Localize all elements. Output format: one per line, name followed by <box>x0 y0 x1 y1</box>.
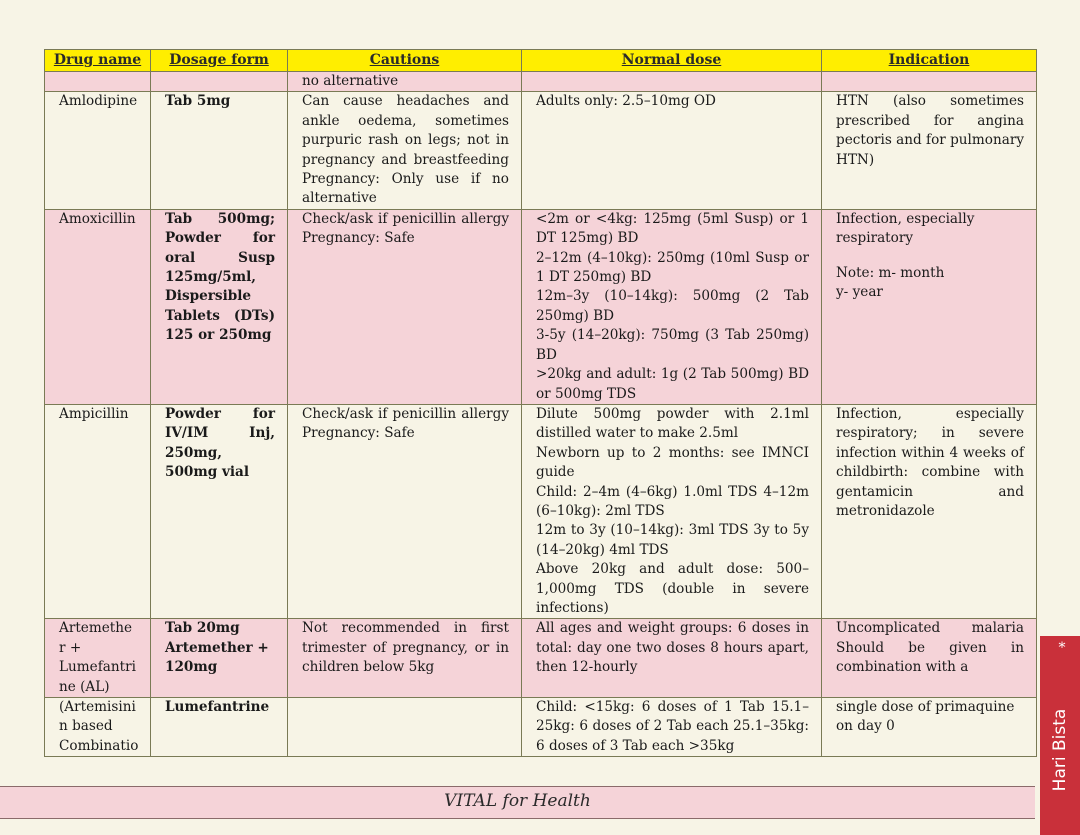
caution-text: Check/ask if penicillin allergy Pregnancy: Safe <box>302 405 509 442</box>
cell-form <box>151 698 288 757</box>
dosage-form-text: Tab 20mg Artemether + 120mg <box>165 620 269 676</box>
table-row <box>45 619 1037 698</box>
cell-cautions <box>288 209 522 404</box>
dose-line: 2–12m (4–10kg): 250mg (10ml Susp or 1 DT 250mg) BD <box>536 249 809 286</box>
col-header-cautions: Cautions <box>288 50 522 72</box>
table-row <box>45 72 1037 92</box>
cell-indication <box>822 619 1037 698</box>
dose-line: Dilute 500mg powder with 2.1ml distilled water to make 2.5ml <box>536 405 809 442</box>
dose-line: Newborn up to 2 months: see IMNCI guide <box>536 444 809 481</box>
col-header-drug-name: Drug name <box>45 50 151 72</box>
caution-text: Not recommended in first trimester of pregnancy, or in children below 5kg <box>302 620 509 676</box>
cell-cautions <box>288 698 522 757</box>
drug-name: Amlodipine <box>59 93 138 110</box>
cell-drug <box>45 698 151 757</box>
drug-name: Amoxicillin <box>59 210 136 227</box>
dosage-form-text: Lumefantrine <box>165 699 270 715</box>
cell-indication <box>822 92 1037 209</box>
cell-form <box>151 72 288 92</box>
drug-name: (Artemisini n based Combinatio <box>59 699 139 754</box>
cell-drug <box>45 209 151 404</box>
cell-form <box>151 92 288 209</box>
cell-cautions <box>288 619 522 698</box>
drug-name: Artemethe r + Lumefantri ne (AL) <box>59 620 136 695</box>
indication-text: Uncomplicated malaria Should be given in combination with a <box>836 620 1024 676</box>
footer-title: VITAL for Health <box>444 791 591 811</box>
dosage-form-text: Tab 5mg <box>165 93 231 110</box>
cell-indication <box>822 404 1037 618</box>
dose-line: <2m or <4kg: 125mg (5ml Susp) or 1 DT 125mg) BD <box>536 210 809 247</box>
dose-line: 12m to 3y (10–14kg): 3ml TDS 3y to 5y (14–20kg) 4ml TDS <box>536 522 809 558</box>
cell-cautions <box>288 72 522 92</box>
dose-line: Child: 2–4m (4–6kg) 1.0ml TDS 4–12m (6–10kg): 2ml TDS <box>536 483 809 519</box>
drug-table <box>44 49 1037 757</box>
col-header-normal-dose: Normal dose <box>522 50 822 72</box>
indication-text: single dose of primaquine on day 0 <box>836 699 1015 735</box>
author-name: Hari Bista <box>1050 708 1070 792</box>
dose-text: Child: <15kg: 6 doses of 1 Tab 15.1–25kg: 6 doses of 2 Tab each 25.1–35kg: 6 doses of 3 Tab each >35kg <box>536 699 809 754</box>
dose-line: 12m–3y (10–14kg): 500mg (2 Tab 250mg) BD <box>536 288 809 324</box>
cell-dose <box>522 404 822 618</box>
cell-form <box>151 619 288 698</box>
dosage-form-text: Powder for IV/IM Inj, 250mg, 500mg vial <box>165 405 275 481</box>
cell-dose <box>522 209 822 404</box>
col-header-indication: Indication <box>822 50 1037 72</box>
cell-indication <box>822 209 1037 404</box>
table-header-row <box>45 50 1037 72</box>
indication-text: Infection, especially respiratory <box>836 210 975 247</box>
caution-text: Check/ask if penicillin allergy Pregnancy: Safe <box>302 210 509 247</box>
drug-name: Ampicillin <box>59 405 129 422</box>
cell-cautions <box>288 92 522 209</box>
cell-form <box>151 209 288 404</box>
table-row <box>45 698 1037 757</box>
dose-text: Adults only: 2.5–10mg OD <box>536 93 716 110</box>
cell-drug <box>45 404 151 618</box>
cell-drug <box>45 619 151 698</box>
table-row <box>45 92 1037 209</box>
cell-drug <box>45 72 151 92</box>
cell-indication <box>822 72 1037 92</box>
cell-indication <box>822 698 1037 757</box>
cell-drug <box>45 92 151 209</box>
cell-dose <box>522 92 822 209</box>
author-tab <box>1040 690 1080 810</box>
asterisk-mark: * <box>1058 640 1066 656</box>
dose-text: All ages and weight groups: 6 doses in total: day one two doses 8 hours apart, then 12-hourly <box>536 620 809 676</box>
indication-text: Infection, especially respiratory; in severe infection within 4 weeks of childbirth: combine with gentamicin and metronidazole <box>836 405 1024 519</box>
indication-text: HTN (also sometimes prescribed for angina pectoris and for pulmonary HTN) <box>836 93 1024 168</box>
cell-dose <box>522 619 822 698</box>
cell-cautions <box>288 404 522 618</box>
table-row <box>45 209 1037 404</box>
note-line: Note: m- month <box>836 264 945 281</box>
table-row <box>45 404 1037 618</box>
note-line: y- year <box>836 284 883 301</box>
dose-line: >20kg and adult: 1g (2 Tab 500mg) BD or 500mg TDS <box>536 366 809 402</box>
caution-text: Can cause headaches and ankle oedema, sometimes purpuric rash on legs; not in pregnancy and breastfeeding Pregnancy: Only use if no alternative <box>302 93 509 207</box>
col-header-dosage-form: Dosage form <box>151 50 288 72</box>
dose-line: 3-5y (14–20kg): 750mg (3 Tab 250mg) BD <box>536 327 809 363</box>
caution-text: no alternative <box>302 73 399 89</box>
cell-dose <box>522 698 822 757</box>
cell-form <box>151 404 288 618</box>
dose-line: Above 20kg and adult dose: 500–1,000mg TDS (double in severe infections) <box>536 561 809 616</box>
dosage-form-text: Tab 500mg; Powder for oral Susp 125mg/5ml, Dispersible Tablets (DTs) 125 or 250mg <box>165 210 275 344</box>
cell-dose <box>522 72 822 92</box>
